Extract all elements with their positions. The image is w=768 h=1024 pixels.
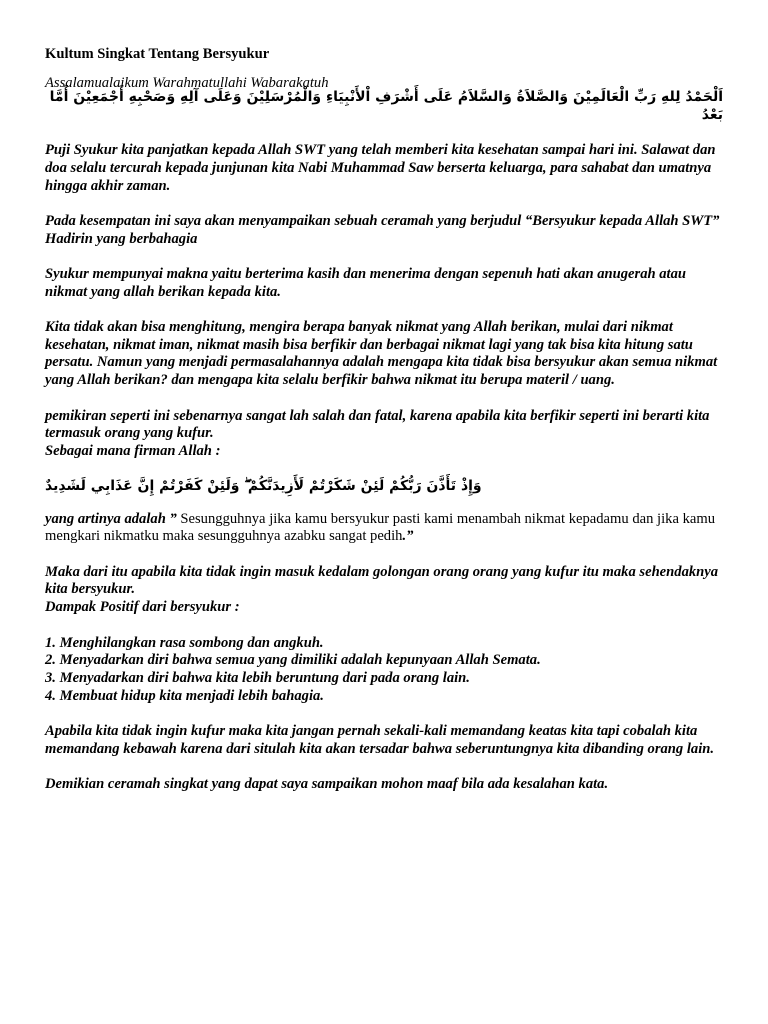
paragraph-topic: Pada kesempatan ini saya akan menyampaikan sebuah ceramah yang berjudul “Bersyukur kepada Allah SWT” [45, 212, 720, 229]
paragraph-countless-blessings: Kita tidak akan bisa menghitung, mengira berapa banyak nikmat yang Allah berikan, mulai dari nikmat kesehatan, nikmat iman, nikmat masih bisa berfikir dan berbagai nikmat lagi yang tak bisa kita hitung satu persatu. Namun yang menjadi permasalahannya adalah mengapa kita tidak bisa bersyukur akan semua nikmat yang Allah berikan? dan mengapa kita selalu berfikir bahwa nikmat itu berupa materil / uang. [45, 319, 718, 389]
opening-arabic-text: اَلْحَمْدُ لِلهِ رَبِّ الْعَالَمِيْنَ وَالصَّلاَةُ وَالسَّلاَمُ عَلَى أَشْرَفِ اْلأَنْبِيَاءِ وَالْمُرْسَلِيْنَ وَعَلَى آلِهِ وَصَحْبِهِ أَجْمَعِيْنَ أَمَّا بَعْدُ [49, 89, 723, 124]
paragraph-meaning-of-syukur: Syukur mempunyai makna yaitu berterima kasih dan menerima dengan sepenuh hati akan anugerah atau nikmat yang allah berikan kepada kita. [45, 265, 687, 300]
greeting: Assalamualaikum Warahmatullahi Wabarakatuh [45, 74, 329, 91]
verse-translation-lead: yang artinya adalah ” [45, 510, 177, 527]
paragraph-opening-praise: Puji Syukur kita panjatkan kepada Allah SWT yang telah memberi kita kesehatan sampai hari ini. Salawat dan doa selalu tercurah kepada junjunan kita Nabi Muhammad Saw berserta keluarga, para sahabat dan umatnya hingga akhir zaman. [45, 142, 716, 194]
list-item: 4. Membuat hidup kita menjadi lebih bahagia. [45, 687, 324, 704]
verse-intro: Sebagai mana firman Allah : [45, 442, 221, 459]
verse-translation-body: Sesungguhnya jika kamu bersyukur pasti kami menambah nikmat kepadamu dan jika kamu mengkari nikmatku maka sesungguhnya azabku sangat pedih [45, 510, 715, 545]
positive-impacts-heading: Dampak Positif dari bersyukur : [45, 599, 240, 616]
list-item: 2. Menyadarkan diri bahwa semua yang dimiliki adalah kepunyaan Allah Semata. [45, 652, 541, 669]
document-body [45, 46, 723, 794]
quran-verse-arabic: وَإِذْ تَأَذَّنَ رَبُّكُمْ لَئِنْ شَكَرْتُمْ لَأَزِيدَنَّكُمْ ۖ وَلَئِنْ كَفَرْتُمْ إِنَّ عَذَابِي لَشَدِيدٌ [45, 477, 482, 494]
paragraph-should-be-grateful: Maka dari itu apabila kita tidak ingin masuk kedalam golongan orang orang yang kufur itu maka sehendaknya kita bersyukur. [45, 563, 719, 598]
audience-address: Hadirin yang berbahagia [45, 230, 198, 247]
list-item: 3. Menyadarkan diri bahwa kita lebih beruntung dari pada orang lain. [45, 669, 470, 686]
closing-remark: Demikian ceramah singkat yang dapat saya sampaikan mohon maaf bila ada kesalahan kata. [45, 776, 609, 793]
verse-translation-close: .” [402, 528, 414, 545]
paragraph-wrong-thinking: pemikiran seperti ini sebenarnya sangat lah salah dan fatal, karena apabila kita berfikir seperti ini berarti kita termasuk orang yang kufur. [45, 407, 710, 442]
paragraph-look-below: Apabila kita tidak ingin kufur maka kita jangan pernah sekali-kali memandang keatas kita tapi cobalah kita memandang kebawah karena dari situlah kita akan tersadar bahwa seberuntungnya kita dibanding orang lain. [45, 723, 715, 757]
document-title: Kultum Singkat Tentang Bersyukur [45, 46, 270, 62]
list-item: 1. Menghilangkan rasa sombong dan angkuh. [45, 634, 324, 651]
positive-impacts-list [45, 635, 723, 706]
verse-translation [45, 511, 723, 546]
